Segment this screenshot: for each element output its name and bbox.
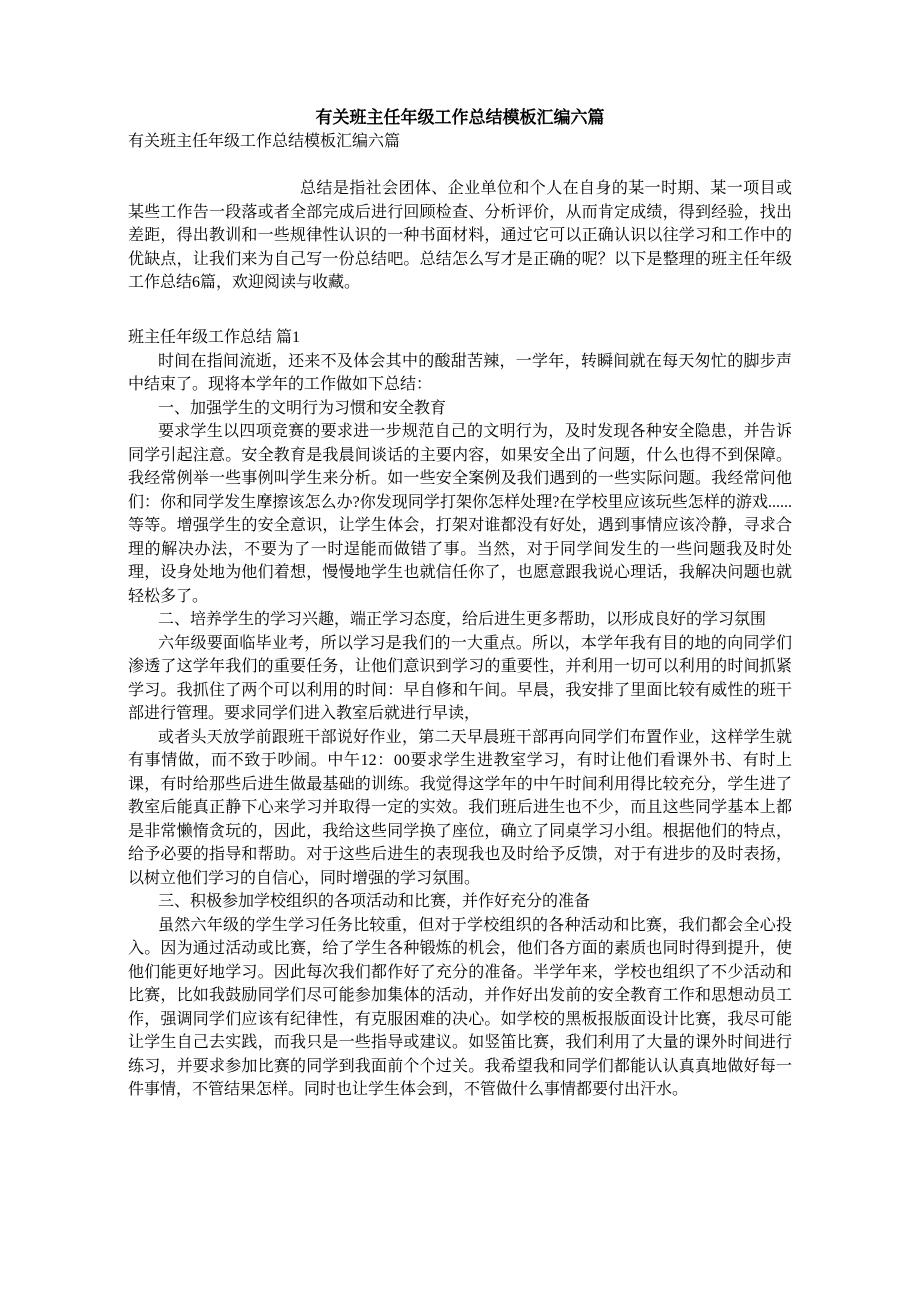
paragraph-noon-study: 或者头天放学前跟班干部说好作业，第二天早晨班干部再向同学们布置作业，这样学生就有事情做，而不致于吵闹。中午12：00要求学生进教室学习，有时让他们看课外书、有时上课，有时给那些后进生做最基础的训练。我觉得这学年的中午时间利用得比较充分，学生进了教室后能真正静下心来学习并取得一定的实效。我们班后进生也不少，而且这些同学基本上都是非常懒惰贪玩的，因此，我给这些同学换了座位，确立了同桌学习小组。根据他们的特点，给予必要的指导和帮助。对于这些后进生的表现我也及时给予反馈，对于有进步的及时表扬，以树立他们学习的自信心，同时增强的学习氛围。 bbox=[128, 728, 792, 887]
paragraph-study-time: 六年级要面临毕业考，所以学习是我们的一大重点。所以，本学年我有目的地的向同学们渗透了这学年我们的重要任务，让他们意识到学习的重要性，并利用一切可以利用的时间抓紧学习。我抓住了两个可以利用的时间：早自修和午间。早晨，我安排了里面比较有威性的班干部进行管理。要求同学们进入教室后就进行早读， bbox=[128, 634, 792, 722]
blank-line bbox=[128, 154, 792, 178]
blank-line bbox=[128, 295, 792, 319]
intro-paragraph: 总结是指社会团体、企业单位和个人在自身的某一时期、某一项目或某些工作告一段落或者全部完成后进行回顾检查、分析评价，从而肯定成绩，得到经验，找出差距，得出教训和一些规律性认识的一种书面材料，通过它可以正确认识以往学习和工作中的优缺点，让我们来为自己写一份总结吧。总结怎么写才是正确的呢？以下是整理的班主任年级工作总结6篇，欢迎阅读与收藏。 bbox=[128, 180, 792, 291]
document-title-centered: 有关班主任年级工作总结模板汇编六篇 bbox=[315, 108, 605, 127]
section-heading-pian-1: 班主任年级工作总结 篇1 bbox=[128, 329, 301, 346]
document-title-left: 有关班主任年级工作总结模板汇编六篇 bbox=[128, 133, 401, 150]
subheading-2: 二、培养学生的学习兴趣，端正学习态度，给后进生更多帮助，以形成良好的学习氛围 bbox=[158, 611, 767, 628]
subheading-1: 一、加强学生的文明行为习惯和安全教育 bbox=[158, 399, 447, 417]
subheading-3: 三、积极参加学校组织的各项活动和比赛，并作好充分的准备 bbox=[158, 893, 591, 910]
paragraph-safety-education: 要求学生以四项竞赛的要求进一步规范自己的文明行为，及时发现各种安全隐患，并告诉同学引起注意。安全教育是我晨间谈话的主要内容，如果安全出了问题，什么也得不到保障。我经常例举一些事例叫学生来分析。如一些安全案例及我们遇到的一些实际问题。我经常问他们：你和同学发生摩擦该怎么办?你发现同学打架你怎样处理?在学校里应该玩些怎样的游戏......等等。增强学生的安全意识，让学生体会，打架对谁都没有好处，遇到事情应该冷静，寻求合理的解决办法，不要为了一时逞能而做错了事。当然，对于同学间发生的一些问题我及时处理，设身处地为他们着想，慢慢地学生也就信任你了，也愿意跟我说心理话，我解决问题也就轻松多了。 bbox=[128, 423, 792, 605]
paragraph-opening: 时间在指间流逝，还来不及体会其中的酸甜苦辣，一学年，转瞬间就在每天匆忙的脚步声中结束了。现将本学年的工作做如下总结： bbox=[128, 352, 792, 393]
paragraph-activities: 虽然六年级的学生学习任务比较重，但对于学校组织的各种活动和比赛，我们都会全心投入。因为通过活动或比赛，给了学生各种锻炼的机会，他们各方面的素质也同时得到提升，使他们能更好地学习。因此每次我们都作好了充分的准备。半学年来，学校也组织了不少活动和比赛，比如我鼓励同学们尽可能参加集体的活动，并作好出发前的安全教育工作和思想动员工作，强调同学们应该有纪律性，有克服困难的决心。如学校的黑板报版面设计比赛，我尽可能让学生自己去实践，而我只是一些指导或建议。如竖笛比赛，我们利用了大量的课外时间进行练习，并要求参加比赛的同学到我面前个个过关。我希望我和同学们都能认认真真地做好每一件事情，不管结果怎样。同时也让学生体会到，不管做什么事情都要付出汗水。 bbox=[128, 916, 792, 1098]
